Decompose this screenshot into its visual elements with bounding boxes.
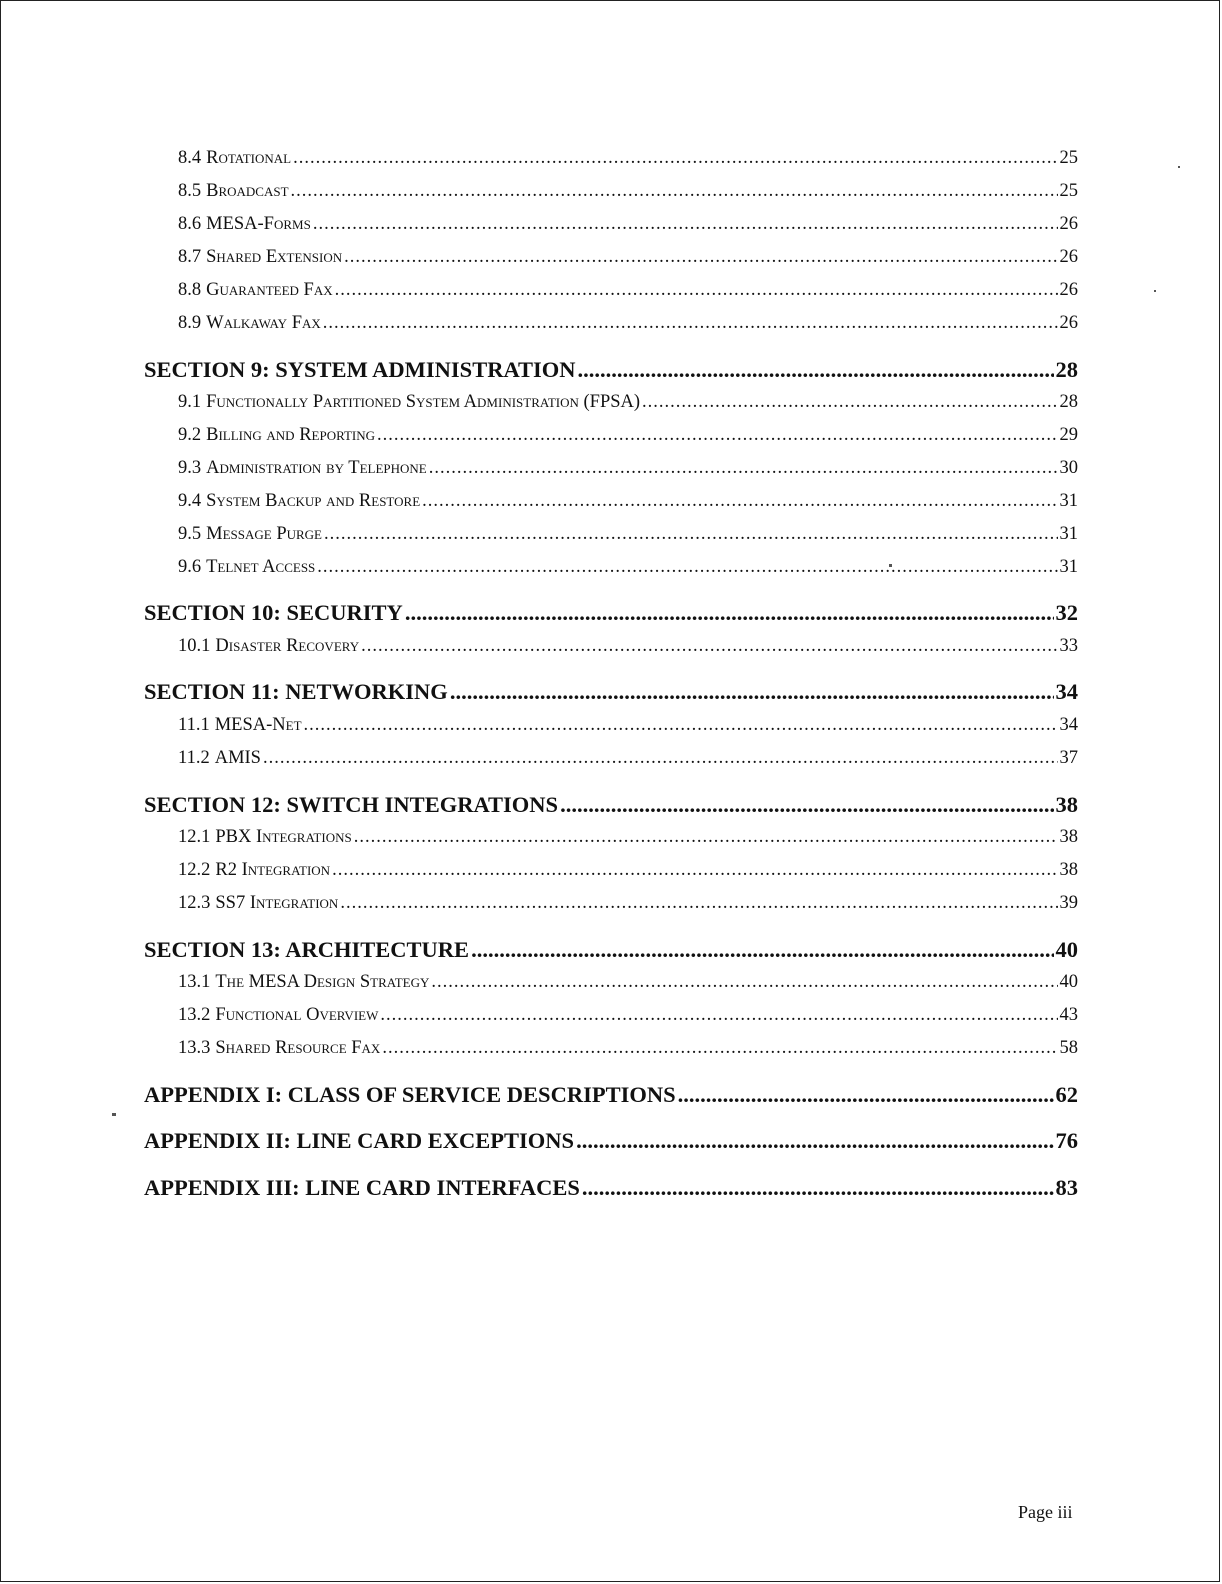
dot-leader — [291, 181, 1058, 202]
toc-entry — [178, 827, 1078, 848]
toc-entry — [178, 748, 1078, 769]
toc-page-number: 32 — [1055, 600, 1078, 625]
toc-entry-number: 8.6 — [178, 214, 202, 234]
toc-entry-number: 11.2 — [178, 748, 210, 768]
toc-entry-number: 13.3 — [178, 1038, 211, 1058]
toc-entry-number: 12.1 — [178, 827, 211, 847]
toc-entry — [178, 425, 1078, 446]
toc-entry-title: Administration by Telephone — [206, 458, 427, 478]
dot-leader — [578, 357, 1054, 383]
toc-section-heading — [144, 792, 1078, 818]
toc-entry — [178, 181, 1078, 202]
toc-entry-title: The MESA Design Strategy — [215, 972, 430, 992]
scan-speck — [112, 1113, 116, 1116]
toc-entry — [178, 1005, 1078, 1026]
toc-page-number: 62 — [1055, 1082, 1078, 1107]
toc-page-number: 34 — [1059, 715, 1078, 735]
toc-entry-number: 8.5 — [178, 181, 202, 201]
dot-leader — [361, 636, 1057, 657]
toc-entry-title: Guaranteed Fax — [206, 280, 333, 300]
toc-entry-title: APPENDIX II: LINE CARD EXCEPTIONS — [144, 1128, 575, 1153]
toc-entry-number: 9.2 — [178, 425, 202, 445]
toc-page-number: 76 — [1055, 1128, 1078, 1153]
toc-entry-title: APPENDIX III: LINE CARD INTERFACES — [144, 1175, 580, 1200]
toc-entry — [178, 1038, 1078, 1059]
toc-entry — [178, 524, 1078, 545]
toc-entry — [178, 972, 1078, 993]
toc-page-number: 39 — [1059, 893, 1078, 913]
toc-entry — [178, 280, 1078, 301]
scan-speck — [1154, 290, 1156, 292]
toc-entry-title: Walkaway Fax — [206, 313, 321, 333]
dot-leader — [560, 792, 1053, 818]
toc-entry-title: SECTION 12: SWITCH INTEGRATIONS — [144, 792, 559, 817]
dot-leader — [344, 247, 1057, 268]
toc-entry-number: 8.9 — [178, 313, 202, 333]
toc-entry — [178, 458, 1078, 479]
toc-entry-title: Shared Resource Fax — [215, 1038, 381, 1058]
toc-section-heading — [144, 1082, 1078, 1108]
dot-leader — [582, 1175, 1054, 1201]
toc-page-number: 25 — [1059, 148, 1078, 168]
toc-section-heading — [144, 679, 1078, 705]
toc-entry-number: 11.1 — [178, 715, 210, 735]
toc-entry — [178, 313, 1078, 334]
toc-page-number: 38 — [1055, 792, 1078, 817]
dot-leader — [678, 1082, 1054, 1108]
dot-leader — [304, 715, 1058, 736]
toc-entry-number: 13.2 — [178, 1005, 211, 1025]
toc-entry — [178, 557, 1078, 578]
toc-page-number: 58 — [1059, 1038, 1078, 1058]
toc-page-number: 28 — [1059, 392, 1078, 412]
toc-page-number: 25 — [1059, 181, 1078, 201]
toc-entry — [178, 636, 1078, 657]
toc-section-heading — [144, 357, 1078, 383]
toc-entry-number: 12.2 — [178, 860, 211, 880]
toc-page-number: 43 — [1059, 1005, 1078, 1025]
toc-entry-title: APPENDIX I: CLASS OF SERVICE DESCRIPTIONS — [144, 1082, 676, 1107]
dot-leader — [422, 491, 1057, 512]
toc-page-number: 26 — [1059, 313, 1078, 333]
toc-section-heading — [144, 937, 1078, 963]
toc-entry — [178, 715, 1078, 736]
toc-entry-number: 8.8 — [178, 280, 202, 300]
toc-entry-title: System Backup and Restore — [206, 491, 421, 511]
dot-leader — [377, 425, 1057, 446]
toc-page-number: 37 — [1059, 748, 1078, 768]
dot-leader — [380, 1005, 1057, 1026]
toc-section-heading — [144, 1175, 1078, 1201]
toc-entry-number: 8.4 — [178, 148, 202, 168]
dot-leader — [323, 313, 1058, 334]
toc-page-number: 31 — [1059, 524, 1078, 544]
toc-page-number: 26 — [1059, 214, 1078, 234]
toc-entry-title: SECTION 11: NETWORKING — [144, 679, 448, 704]
dot-leader — [313, 214, 1058, 235]
dot-leader — [354, 827, 1058, 848]
toc-page-number: 29 — [1059, 425, 1078, 445]
toc-page-number: 40 — [1059, 972, 1078, 992]
toc-entry-title: Broadcast — [206, 181, 289, 201]
dot-leader — [340, 893, 1057, 914]
toc-entry-number: 9.6 — [178, 557, 202, 577]
toc-page-number: 31 — [1059, 491, 1078, 511]
toc-section-heading — [144, 1128, 1078, 1154]
toc-page-number: 31 — [1059, 557, 1078, 577]
toc-entry-title: SECTION 13: ARCHITECTURE — [144, 937, 470, 962]
toc-entry-number: 13.1 — [178, 972, 211, 992]
toc-entry-title: Message Purge — [206, 524, 322, 544]
toc-page-number: 34 — [1055, 679, 1078, 704]
toc-entry-title: Shared Extension — [206, 247, 343, 267]
toc-entry-title: Rotational — [206, 148, 292, 168]
toc-page-number: 40 — [1055, 937, 1078, 962]
toc-page-number: 30 — [1059, 458, 1078, 478]
toc-page-number: 26 — [1059, 280, 1078, 300]
toc-entry — [178, 148, 1078, 169]
toc-entry-number: 8.7 — [178, 247, 202, 267]
toc-page-number: 38 — [1059, 827, 1078, 847]
toc-entry-title: MESA-Net — [214, 715, 302, 735]
toc-entry — [178, 491, 1078, 512]
toc-entry-title: AMIS — [214, 748, 261, 768]
toc-entry-title: Telnet Access — [206, 557, 316, 577]
toc-section-heading — [144, 600, 1078, 626]
toc-entry-title: SECTION 9: SYSTEM ADMINISTRATION — [144, 357, 576, 382]
toc-entry-number: 9.3 — [178, 458, 202, 478]
toc-entry-title: Functional Overview — [215, 1005, 379, 1025]
scan-speck — [1178, 166, 1180, 168]
toc-page-number: 28 — [1055, 357, 1078, 382]
page-number: Page iii — [1018, 1502, 1073, 1522]
dot-leader — [382, 1038, 1057, 1059]
toc-entry-title: SS7 Integration — [215, 893, 339, 913]
toc-entry-title: Disaster Recovery — [215, 636, 360, 656]
dot-leader — [332, 860, 1057, 881]
toc-entry-title: Billing and Reporting — [206, 425, 376, 445]
toc-entry — [178, 893, 1078, 914]
toc-entry — [178, 392, 1078, 413]
dot-leader — [293, 148, 1057, 169]
toc-entry-title: PBX Integrations — [215, 827, 352, 847]
toc-entry — [178, 247, 1078, 268]
toc-entry-title: Functionally Partitioned System Administration (FPSA) — [206, 392, 641, 412]
toc-entry — [178, 860, 1078, 881]
dot-leader — [431, 972, 1057, 993]
toc-page-number: 83 — [1055, 1175, 1078, 1200]
toc-entry-title: R2 Integration — [215, 860, 331, 880]
toc-entry-title: MESA-Forms — [206, 214, 311, 234]
dot-leader — [429, 458, 1058, 479]
toc-entry-number: 9.4 — [178, 491, 202, 511]
dot-leader — [642, 392, 1057, 413]
toc-page-number: 26 — [1059, 247, 1078, 267]
toc-entry-number: 12.3 — [178, 893, 211, 913]
dot-leader — [471, 937, 1053, 963]
toc-entry-number: 9.5 — [178, 524, 202, 544]
dot-leader — [576, 1128, 1053, 1154]
toc-entry-title: SECTION 10: SECURITY — [144, 600, 403, 625]
dot-leader — [324, 524, 1058, 545]
toc-entry-number: 10.1 — [178, 636, 211, 656]
dot-leader — [450, 679, 1054, 705]
toc-entry — [178, 214, 1078, 235]
toc-page-number: 33 — [1059, 636, 1078, 656]
dot-leader — [405, 600, 1054, 626]
dot-leader — [317, 557, 1057, 578]
dot-leader — [335, 280, 1058, 301]
toc-page-number: 38 — [1059, 860, 1078, 880]
toc-entry-number: 9.1 — [178, 392, 202, 412]
dot-leader — [263, 748, 1058, 769]
